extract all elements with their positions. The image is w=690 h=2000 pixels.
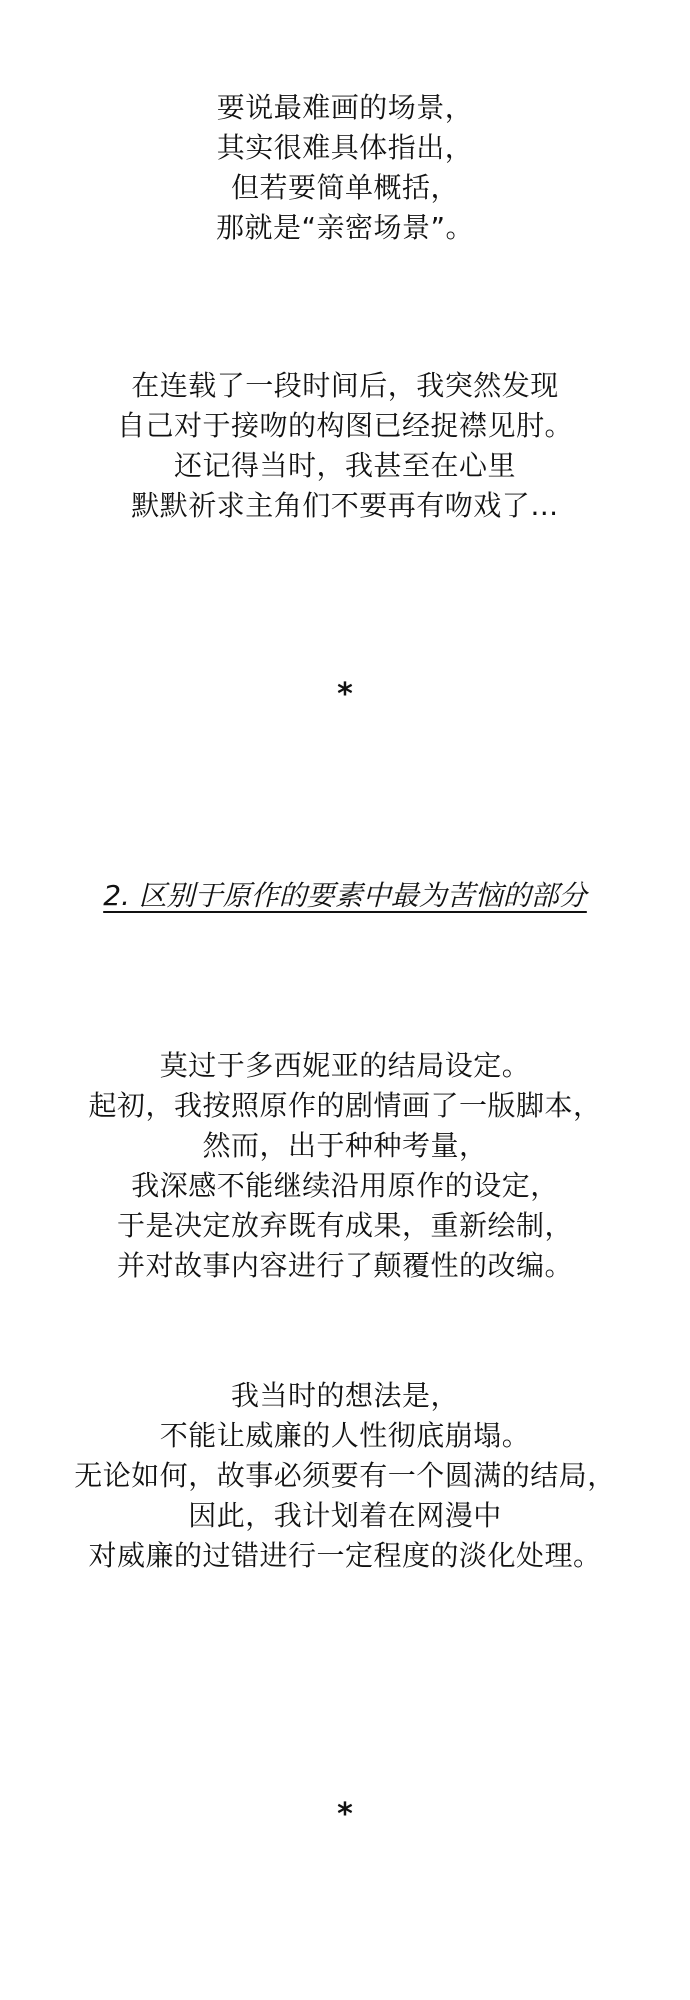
text-line: 我深感不能继续沿用原作的设定， [131,1169,559,1202]
text-line: 那就是“亲密场景”。 [215,211,474,244]
text-line: 起初，我按照原作的剧情画了一版脚本， [88,1089,602,1122]
text-line: 在连载了一段时间后，我突然发现 [131,369,559,402]
text-line: 然而，出于种种考量， [202,1129,488,1162]
text-line: 其实很难具体指出， [216,131,474,164]
text-line: 但若要简单概括， [230,171,459,204]
text-line: 莫过于多西妮亚的结局设定。 [159,1049,531,1082]
text-line: 对威廉的过错进行一定程度的淡化处理。 [88,1539,602,1572]
text-line: 不能让威廉的人性彻底崩塌。 [159,1419,531,1452]
text-line: 自己对于接吻的构图已经捉襟见肘。 [116,409,573,442]
text-line: 并对故事内容进行了颠覆性的改编。 [116,1249,573,1282]
text-line: 还记得当时，我甚至在心里 [173,449,516,482]
paragraph-kiss-composition [0,366,690,526]
text-line: 默默祈求主角们不要再有吻戏了… [131,489,559,522]
text-line: 无论如何，故事必须要有一个圆满的结局， [74,1459,616,1492]
section-separator: * [337,1797,353,1832]
paragraph-ending-setting [0,1046,690,1286]
section-heading: 2. 区别于原作的要素中最为苦恼的部分 [103,879,587,912]
text-line: 于是决定放弃既有成果，重新绘制， [116,1209,573,1242]
paragraph-intimate-scenes [0,88,690,248]
text-line: 因此，我计划着在网漫中 [188,1499,502,1532]
section-separator: * [337,677,353,712]
text-line: 我当时的想法是， [230,1379,459,1412]
paragraph-william-intent [0,1376,690,1576]
text-line: 要说最难画的场景， [216,91,474,124]
